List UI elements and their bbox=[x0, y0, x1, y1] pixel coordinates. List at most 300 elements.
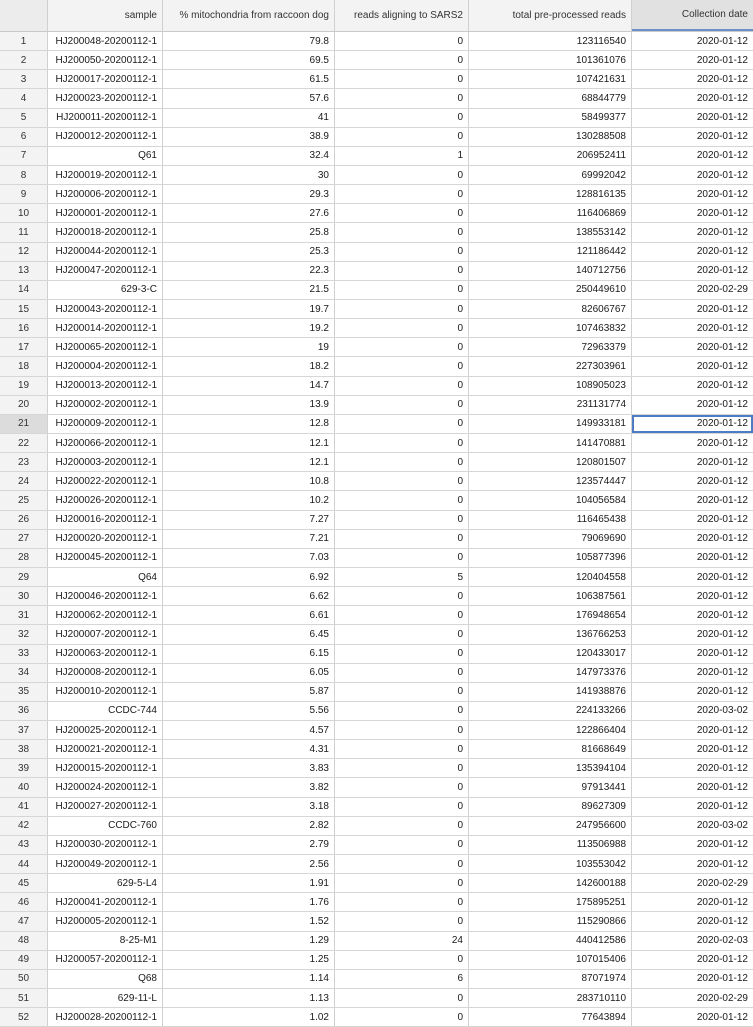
mitochondria-cell[interactable]: 1.76 bbox=[163, 893, 335, 911]
mitochondria-cell[interactable]: 25.8 bbox=[163, 223, 335, 241]
sample-cell[interactable]: HJ200001-20200112-1 bbox=[48, 204, 163, 222]
mitochondria-cell[interactable]: 10.2 bbox=[163, 491, 335, 509]
total-reads-cell[interactable]: 113506988 bbox=[469, 836, 632, 854]
sample-cell[interactable]: 8-25-M1 bbox=[48, 932, 163, 950]
sample-cell[interactable]: HJ200016-20200112-1 bbox=[48, 511, 163, 529]
collection-date-cell[interactable]: 2020-01-12 bbox=[696, 54, 748, 66]
sample-cell[interactable]: HJ200021-20200112-1 bbox=[48, 740, 163, 758]
total-reads-cell[interactable]: 247956600 bbox=[469, 817, 632, 835]
mitochondria-cell[interactable]: 18.2 bbox=[163, 357, 335, 375]
sample-cell[interactable]: HJ200013-20200112-1 bbox=[48, 377, 163, 395]
collection-date-cell[interactable]: 2020-01-12 bbox=[696, 35, 748, 47]
row-number-header[interactable]: 50 bbox=[0, 970, 48, 988]
row-number-header[interactable]: 31 bbox=[0, 606, 48, 624]
row-number-header[interactable]: 10 bbox=[0, 204, 48, 222]
column-header-collection-date[interactable]: Collection date bbox=[632, 0, 753, 31]
mitochondria-cell[interactable]: 27.6 bbox=[163, 204, 335, 222]
row-number-header[interactable]: 28 bbox=[0, 549, 48, 567]
row-number-header[interactable]: 49 bbox=[0, 951, 48, 969]
sars2-reads-cell[interactable]: 0 bbox=[335, 855, 469, 873]
collection-date-cell[interactable]: 2020-01-12 bbox=[696, 341, 748, 353]
total-reads-cell[interactable]: 68844779 bbox=[469, 89, 632, 107]
collection-date-cell[interactable]: 2020-01-12 bbox=[696, 514, 748, 526]
mitochondria-cell[interactable]: 6.15 bbox=[163, 645, 335, 663]
mitochondria-cell[interactable]: 1.25 bbox=[163, 951, 335, 969]
collection-date-cell[interactable]: 2020-01-12 bbox=[696, 552, 748, 564]
collection-date-cell[interactable]: 2020-01-12 bbox=[696, 437, 748, 449]
sample-cell[interactable]: HJ200065-20200112-1 bbox=[48, 338, 163, 356]
total-reads-cell[interactable]: 69992042 bbox=[469, 166, 632, 184]
row-number-header[interactable]: 15 bbox=[0, 300, 48, 318]
mitochondria-cell[interactable]: 1.13 bbox=[163, 989, 335, 1007]
mitochondria-cell[interactable]: 29.3 bbox=[163, 185, 335, 203]
sample-cell[interactable]: HJ200022-20200112-1 bbox=[48, 472, 163, 490]
column-header-total-reads[interactable]: total pre-processed reads bbox=[469, 0, 632, 31]
row-number-header[interactable]: 7 bbox=[0, 147, 48, 165]
row-number-header[interactable]: 23 bbox=[0, 453, 48, 471]
sample-cell[interactable]: HJ200066-20200112-1 bbox=[48, 434, 163, 452]
collection-date-cell[interactable]: 2020-01-12 bbox=[696, 954, 748, 966]
row-number-header[interactable]: 43 bbox=[0, 836, 48, 854]
sample-cell[interactable]: HJ200048-20200112-1 bbox=[48, 32, 163, 50]
collection-date-cell[interactable]: 2020-01-12 bbox=[696, 494, 748, 506]
sars2-reads-cell[interactable]: 0 bbox=[335, 415, 469, 433]
sample-cell[interactable]: HJ200015-20200112-1 bbox=[48, 759, 163, 777]
mitochondria-cell[interactable]: 22.3 bbox=[163, 262, 335, 280]
sars2-reads-cell[interactable]: 0 bbox=[335, 798, 469, 816]
collection-date-cell[interactable]: 2020-01-12 bbox=[696, 782, 748, 794]
mitochondria-cell[interactable]: 4.57 bbox=[163, 721, 335, 739]
row-number-header[interactable]: 32 bbox=[0, 625, 48, 643]
sars2-reads-cell[interactable]: 0 bbox=[335, 491, 469, 509]
sars2-reads-cell[interactable]: 0 bbox=[335, 587, 469, 605]
total-reads-cell[interactable]: 107421631 bbox=[469, 70, 632, 88]
sars2-reads-cell[interactable]: 0 bbox=[335, 625, 469, 643]
row-number-header[interactable]: 41 bbox=[0, 798, 48, 816]
sars2-reads-cell[interactable]: 0 bbox=[335, 530, 469, 548]
sars2-reads-cell[interactable]: 0 bbox=[335, 951, 469, 969]
mitochondria-cell[interactable]: 1.91 bbox=[163, 874, 335, 892]
sars2-reads-cell[interactable]: 0 bbox=[335, 683, 469, 701]
mitochondria-cell[interactable]: 3.82 bbox=[163, 778, 335, 796]
sars2-reads-cell[interactable]: 0 bbox=[335, 874, 469, 892]
total-reads-cell[interactable]: 101361076 bbox=[469, 51, 632, 69]
collection-date-cell[interactable]: 2020-01-12 bbox=[696, 226, 748, 238]
row-number-header[interactable]: 48 bbox=[0, 932, 48, 950]
total-reads-cell[interactable]: 122866404 bbox=[469, 721, 632, 739]
total-reads-cell[interactable]: 120801507 bbox=[469, 453, 632, 471]
row-number-header[interactable]: 33 bbox=[0, 645, 48, 663]
total-reads-cell[interactable]: 103553042 bbox=[469, 855, 632, 873]
mitochondria-cell[interactable]: 2.82 bbox=[163, 817, 335, 835]
sars2-reads-cell[interactable]: 0 bbox=[335, 453, 469, 471]
mitochondria-cell[interactable]: 6.61 bbox=[163, 606, 335, 624]
total-reads-cell[interactable]: 440412586 bbox=[469, 932, 632, 950]
sample-cell[interactable]: HJ200046-20200112-1 bbox=[48, 587, 163, 605]
sars2-reads-cell[interactable]: 0 bbox=[335, 893, 469, 911]
sample-cell[interactable]: HJ200017-20200112-1 bbox=[48, 70, 163, 88]
sample-cell[interactable]: HJ200023-20200112-1 bbox=[48, 89, 163, 107]
sample-cell[interactable]: HJ200063-20200112-1 bbox=[48, 645, 163, 663]
collection-date-cell[interactable]: 2020-01-12 bbox=[696, 303, 748, 315]
sample-cell[interactable]: HJ200030-20200112-1 bbox=[48, 836, 163, 854]
total-reads-cell[interactable]: 105877396 bbox=[469, 549, 632, 567]
sample-cell[interactable]: HJ200012-20200112-1 bbox=[48, 128, 163, 146]
sars2-reads-cell[interactable]: 0 bbox=[335, 204, 469, 222]
mitochondria-cell[interactable]: 3.18 bbox=[163, 798, 335, 816]
collection-date-cell[interactable]: 2020-01-12 bbox=[696, 475, 748, 487]
collection-date-cell[interactable]: 2020-01-12 bbox=[696, 399, 748, 411]
total-reads-cell[interactable]: 107463832 bbox=[469, 319, 632, 337]
sample-cell[interactable]: HJ200024-20200112-1 bbox=[48, 778, 163, 796]
sample-cell[interactable]: HJ200047-20200112-1 bbox=[48, 262, 163, 280]
sars2-reads-cell[interactable]: 0 bbox=[335, 262, 469, 280]
sars2-reads-cell[interactable]: 0 bbox=[335, 549, 469, 567]
mitochondria-cell[interactable]: 5.56 bbox=[163, 702, 335, 720]
sars2-reads-cell[interactable]: 5 bbox=[335, 568, 469, 586]
collection-date-cell[interactable]: 2020-01-12 bbox=[696, 648, 748, 660]
total-reads-cell[interactable]: 123116540 bbox=[469, 32, 632, 50]
mitochondria-cell[interactable]: 6.05 bbox=[163, 664, 335, 682]
sars2-reads-cell[interactable]: 0 bbox=[335, 89, 469, 107]
sars2-reads-cell[interactable]: 0 bbox=[335, 472, 469, 490]
row-number-header[interactable]: 37 bbox=[0, 721, 48, 739]
mitochondria-cell[interactable]: 79.8 bbox=[163, 32, 335, 50]
sample-cell[interactable]: HJ200057-20200112-1 bbox=[48, 951, 163, 969]
row-number-header[interactable]: 14 bbox=[0, 281, 48, 299]
collection-date-cell[interactable]: 2020-01-12 bbox=[696, 360, 748, 372]
mitochondria-cell[interactable]: 21.5 bbox=[163, 281, 335, 299]
sample-cell[interactable]: HJ200007-20200112-1 bbox=[48, 625, 163, 643]
collection-date-cell[interactable]: 2020-01-12 bbox=[696, 131, 748, 143]
sars2-reads-cell[interactable]: 0 bbox=[335, 740, 469, 758]
row-number-header[interactable]: 52 bbox=[0, 1008, 48, 1026]
mitochondria-cell[interactable]: 19 bbox=[163, 338, 335, 356]
row-number-header[interactable]: 35 bbox=[0, 683, 48, 701]
sample-cell[interactable]: HJ200049-20200112-1 bbox=[48, 855, 163, 873]
mitochondria-cell[interactable]: 7.03 bbox=[163, 549, 335, 567]
total-reads-cell[interactable]: 89627309 bbox=[469, 798, 632, 816]
sars2-reads-cell[interactable]: 0 bbox=[335, 70, 469, 88]
mitochondria-cell[interactable]: 1.29 bbox=[163, 932, 335, 950]
collection-date-cell[interactable]: 2020-01-12 bbox=[696, 973, 748, 985]
mitochondria-cell[interactable]: 6.45 bbox=[163, 625, 335, 643]
row-number-header[interactable]: 20 bbox=[0, 396, 48, 414]
row-number-header[interactable]: 36 bbox=[0, 702, 48, 720]
sars2-reads-cell[interactable]: 0 bbox=[335, 223, 469, 241]
mitochondria-cell[interactable]: 1.52 bbox=[163, 912, 335, 930]
mitochondria-cell[interactable]: 61.5 bbox=[163, 70, 335, 88]
mitochondria-cell[interactable]: 3.83 bbox=[163, 759, 335, 777]
collection-date-cell[interactable]: 2020-01-12 bbox=[696, 667, 748, 679]
sample-cell[interactable]: HJ200019-20200112-1 bbox=[48, 166, 163, 184]
mitochondria-cell[interactable]: 69.5 bbox=[163, 51, 335, 69]
sars2-reads-cell[interactable]: 0 bbox=[335, 664, 469, 682]
sars2-reads-cell[interactable]: 24 bbox=[335, 932, 469, 950]
row-number-header[interactable]: 47 bbox=[0, 912, 48, 930]
total-reads-cell[interactable]: 106387561 bbox=[469, 587, 632, 605]
collection-date-cell[interactable]: 2020-01-12 bbox=[696, 628, 748, 640]
sample-cell[interactable]: HJ200011-20200112-1 bbox=[48, 109, 163, 127]
mitochondria-cell[interactable]: 13.9 bbox=[163, 396, 335, 414]
row-number-header[interactable]: 3 bbox=[0, 70, 48, 88]
total-reads-cell[interactable]: 231131774 bbox=[469, 396, 632, 414]
mitochondria-cell[interactable]: 7.27 bbox=[163, 511, 335, 529]
total-reads-cell[interactable]: 138553142 bbox=[469, 223, 632, 241]
sample-cell[interactable]: HJ200041-20200112-1 bbox=[48, 893, 163, 911]
mitochondria-cell[interactable]: 1.02 bbox=[163, 1008, 335, 1026]
sample-cell[interactable]: HJ200004-20200112-1 bbox=[48, 357, 163, 375]
sample-cell[interactable]: HJ200020-20200112-1 bbox=[48, 530, 163, 548]
row-number-header[interactable]: 38 bbox=[0, 740, 48, 758]
collection-date-cell[interactable]: 2020-01-12 bbox=[696, 686, 748, 698]
row-number-header[interactable]: 22 bbox=[0, 434, 48, 452]
total-reads-cell[interactable]: 104056584 bbox=[469, 491, 632, 509]
total-reads-cell[interactable]: 283710110 bbox=[469, 989, 632, 1007]
sars2-reads-cell[interactable]: 0 bbox=[335, 128, 469, 146]
collection-date-cell[interactable]: 2020-03-02 bbox=[696, 820, 748, 832]
sars2-reads-cell[interactable]: 0 bbox=[335, 759, 469, 777]
total-reads-cell[interactable]: 130288508 bbox=[469, 128, 632, 146]
row-number-header[interactable]: 4 bbox=[0, 89, 48, 107]
sample-cell[interactable]: HJ200045-20200112-1 bbox=[48, 549, 163, 567]
sample-cell[interactable]: HJ200050-20200112-1 bbox=[48, 51, 163, 69]
sample-cell[interactable]: HJ200002-20200112-1 bbox=[48, 396, 163, 414]
row-number-header[interactable]: 39 bbox=[0, 759, 48, 777]
sample-cell[interactable]: CCDC-744 bbox=[48, 702, 163, 720]
total-reads-cell[interactable]: 147973376 bbox=[469, 664, 632, 682]
collection-date-cell[interactable]: 2020-02-29 bbox=[696, 877, 748, 889]
total-reads-cell[interactable]: 135394104 bbox=[469, 759, 632, 777]
collection-date-cell[interactable]: 2020-01-12 bbox=[696, 92, 748, 104]
total-reads-cell[interactable]: 115290866 bbox=[469, 912, 632, 930]
collection-date-cell[interactable]: 2020-01-12 bbox=[696, 571, 748, 583]
sars2-reads-cell[interactable]: 0 bbox=[335, 300, 469, 318]
sars2-reads-cell[interactable]: 0 bbox=[335, 645, 469, 663]
row-number-header[interactable]: 30 bbox=[0, 587, 48, 605]
collection-date-cell[interactable]: 2020-01-12 bbox=[696, 801, 748, 813]
total-reads-cell[interactable]: 82606767 bbox=[469, 300, 632, 318]
mitochondria-cell[interactable]: 2.56 bbox=[163, 855, 335, 873]
row-number-header[interactable]: 17 bbox=[0, 338, 48, 356]
row-number-header[interactable]: 24 bbox=[0, 472, 48, 490]
row-number-header[interactable]: 46 bbox=[0, 893, 48, 911]
row-number-header[interactable]: 13 bbox=[0, 262, 48, 280]
sars2-reads-cell[interactable]: 0 bbox=[335, 912, 469, 930]
mitochondria-cell[interactable]: 19.2 bbox=[163, 319, 335, 337]
row-number-header[interactable]: 45 bbox=[0, 874, 48, 892]
row-number-header[interactable]: 9 bbox=[0, 185, 48, 203]
mitochondria-cell[interactable]: 2.79 bbox=[163, 836, 335, 854]
column-header-mitochondria[interactable]: % mitochondria from raccoon dog bbox=[163, 0, 335, 31]
row-number-header[interactable]: 16 bbox=[0, 319, 48, 337]
collection-date-cell[interactable]: 2020-01-12 bbox=[696, 112, 748, 124]
mitochondria-cell[interactable]: 6.92 bbox=[163, 568, 335, 586]
total-reads-cell[interactable]: 81668649 bbox=[469, 740, 632, 758]
total-reads-cell[interactable]: 116406869 bbox=[469, 204, 632, 222]
sars2-reads-cell[interactable]: 0 bbox=[335, 243, 469, 261]
mitochondria-cell[interactable]: 5.87 bbox=[163, 683, 335, 701]
total-reads-cell[interactable]: 224133266 bbox=[469, 702, 632, 720]
row-number-header[interactable]: 8 bbox=[0, 166, 48, 184]
row-number-header[interactable]: 26 bbox=[0, 511, 48, 529]
sars2-reads-cell[interactable]: 0 bbox=[335, 1008, 469, 1026]
mitochondria-cell[interactable]: 25.3 bbox=[163, 243, 335, 261]
sample-cell[interactable]: HJ200027-20200112-1 bbox=[48, 798, 163, 816]
sars2-reads-cell[interactable]: 0 bbox=[335, 377, 469, 395]
total-reads-cell[interactable]: 250449610 bbox=[469, 281, 632, 299]
collection-date-cell[interactable]: 2020-01-12 bbox=[696, 188, 748, 200]
collection-date-cell[interactable]: 2020-02-03 bbox=[696, 935, 748, 947]
collection-date-cell[interactable]: 2020-01-12 bbox=[696, 150, 748, 162]
collection-date-cell[interactable]: 2020-01-12 bbox=[696, 207, 748, 219]
total-reads-cell[interactable]: 141470881 bbox=[469, 434, 632, 452]
total-reads-cell[interactable]: 120404558 bbox=[469, 568, 632, 586]
sars2-reads-cell[interactable]: 0 bbox=[335, 606, 469, 624]
row-number-header[interactable]: 40 bbox=[0, 778, 48, 796]
collection-date-cell[interactable]: 2020-01-12 bbox=[696, 246, 748, 258]
sample-cell[interactable]: HJ200044-20200112-1 bbox=[48, 243, 163, 261]
row-number-header[interactable]: 42 bbox=[0, 817, 48, 835]
sample-cell[interactable]: HJ200014-20200112-1 bbox=[48, 319, 163, 337]
sample-cell[interactable]: HJ200025-20200112-1 bbox=[48, 721, 163, 739]
collection-date-cell[interactable]: 2020-02-29 bbox=[696, 284, 748, 296]
sample-cell[interactable]: HJ200018-20200112-1 bbox=[48, 223, 163, 241]
mitochondria-cell[interactable]: 38.9 bbox=[163, 128, 335, 146]
total-reads-cell[interactable]: 128816135 bbox=[469, 185, 632, 203]
mitochondria-cell[interactable]: 1.14 bbox=[163, 970, 335, 988]
mitochondria-cell[interactable]: 12.8 bbox=[163, 415, 335, 433]
sars2-reads-cell[interactable]: 0 bbox=[335, 817, 469, 835]
collection-date-cell[interactable]: 2020-01-12 bbox=[696, 456, 748, 468]
sample-cell[interactable]: 629-5-L4 bbox=[48, 874, 163, 892]
collection-date-cell[interactable]: 2020-01-12 bbox=[696, 916, 748, 928]
collection-date-cell[interactable]: 2020-01-12 bbox=[696, 1011, 748, 1023]
mitochondria-cell[interactable]: 30 bbox=[163, 166, 335, 184]
row-number-header[interactable]: 21 bbox=[0, 415, 48, 433]
sars2-reads-cell[interactable]: 0 bbox=[335, 51, 469, 69]
collection-date-cell[interactable]: 2020-01-12 bbox=[632, 415, 753, 433]
sars2-reads-cell[interactable]: 0 bbox=[335, 836, 469, 854]
sample-cell[interactable]: 629-11-L bbox=[48, 989, 163, 1007]
total-reads-cell[interactable]: 123574447 bbox=[469, 472, 632, 490]
collection-date-cell[interactable]: 2020-01-12 bbox=[696, 322, 748, 334]
row-number-header[interactable]: 29 bbox=[0, 568, 48, 586]
total-reads-cell[interactable]: 136766253 bbox=[469, 625, 632, 643]
total-reads-cell[interactable]: 176948654 bbox=[469, 606, 632, 624]
row-number-header[interactable]: 34 bbox=[0, 664, 48, 682]
collection-date-cell[interactable]: 2020-01-12 bbox=[696, 743, 748, 755]
sample-cell[interactable]: Q68 bbox=[48, 970, 163, 988]
mitochondria-cell[interactable]: 41 bbox=[163, 109, 335, 127]
sample-cell[interactable]: HJ200010-20200112-1 bbox=[48, 683, 163, 701]
total-reads-cell[interactable]: 87071974 bbox=[469, 970, 632, 988]
sars2-reads-cell[interactable]: 0 bbox=[335, 511, 469, 529]
collection-date-cell[interactable]: 2020-03-02 bbox=[696, 705, 748, 717]
total-reads-cell[interactable]: 120433017 bbox=[469, 645, 632, 663]
sample-cell[interactable]: Q64 bbox=[48, 568, 163, 586]
total-reads-cell[interactable]: 107015406 bbox=[469, 951, 632, 969]
sample-cell[interactable]: HJ200026-20200112-1 bbox=[48, 491, 163, 509]
total-reads-cell[interactable]: 175895251 bbox=[469, 893, 632, 911]
row-number-header[interactable]: 19 bbox=[0, 377, 48, 395]
collection-date-cell[interactable]: 2020-01-12 bbox=[696, 609, 748, 621]
sample-cell[interactable]: 629-3-C bbox=[48, 281, 163, 299]
total-reads-cell[interactable]: 72963379 bbox=[469, 338, 632, 356]
mitochondria-cell[interactable]: 32.4 bbox=[163, 147, 335, 165]
row-number-header[interactable]: 6 bbox=[0, 128, 48, 146]
sample-cell[interactable]: HJ200043-20200112-1 bbox=[48, 300, 163, 318]
total-reads-cell[interactable]: 149933181 bbox=[469, 415, 632, 433]
row-number-header[interactable]: 27 bbox=[0, 530, 48, 548]
row-number-header[interactable]: 5 bbox=[0, 109, 48, 127]
row-number-header[interactable]: 18 bbox=[0, 357, 48, 375]
total-reads-cell[interactable]: 108905023 bbox=[469, 377, 632, 395]
row-number-header[interactable]: 12 bbox=[0, 243, 48, 261]
sample-cell[interactable]: HJ200062-20200112-1 bbox=[48, 606, 163, 624]
mitochondria-cell[interactable]: 14.7 bbox=[163, 377, 335, 395]
sample-cell[interactable]: HJ200028-20200112-1 bbox=[48, 1008, 163, 1026]
total-reads-cell[interactable]: 58499377 bbox=[469, 109, 632, 127]
row-number-header[interactable]: 44 bbox=[0, 855, 48, 873]
row-number-header[interactable]: 2 bbox=[0, 51, 48, 69]
row-number-header[interactable]: 51 bbox=[0, 989, 48, 1007]
collection-date-cell[interactable]: 2020-01-12 bbox=[696, 533, 748, 545]
sample-cell[interactable]: HJ200008-20200112-1 bbox=[48, 664, 163, 682]
collection-date-cell[interactable]: 2020-02-29 bbox=[696, 992, 748, 1004]
sars2-reads-cell[interactable]: 0 bbox=[335, 185, 469, 203]
sars2-reads-cell[interactable]: 0 bbox=[335, 338, 469, 356]
sample-cell[interactable]: HJ200006-20200112-1 bbox=[48, 185, 163, 203]
total-reads-cell[interactable]: 227303961 bbox=[469, 357, 632, 375]
sample-cell[interactable]: CCDC-760 bbox=[48, 817, 163, 835]
sars2-reads-cell[interactable]: 0 bbox=[335, 319, 469, 337]
row-number-header[interactable]: 11 bbox=[0, 223, 48, 241]
collection-date-cell[interactable]: 2020-01-12 bbox=[696, 896, 748, 908]
mitochondria-cell[interactable]: 10.8 bbox=[163, 472, 335, 490]
sars2-reads-cell[interactable]: 0 bbox=[335, 32, 469, 50]
sars2-reads-cell[interactable]: 0 bbox=[335, 166, 469, 184]
total-reads-cell[interactable]: 77643894 bbox=[469, 1008, 632, 1026]
total-reads-cell[interactable]: 206952411 bbox=[469, 147, 632, 165]
sars2-reads-cell[interactable]: 0 bbox=[335, 357, 469, 375]
row-number-header[interactable]: 25 bbox=[0, 491, 48, 509]
sars2-reads-cell[interactable]: 0 bbox=[335, 281, 469, 299]
sample-cell[interactable]: HJ200003-20200112-1 bbox=[48, 453, 163, 471]
collection-date-cell[interactable]: 2020-01-12 bbox=[696, 762, 748, 774]
sars2-reads-cell[interactable]: 1 bbox=[335, 147, 469, 165]
collection-date-cell[interactable]: 2020-01-12 bbox=[696, 839, 748, 851]
select-all-corner[interactable] bbox=[0, 0, 48, 31]
total-reads-cell[interactable]: 141938876 bbox=[469, 683, 632, 701]
sars2-reads-cell[interactable]: 0 bbox=[335, 778, 469, 796]
sars2-reads-cell[interactable]: 0 bbox=[335, 109, 469, 127]
sample-cell[interactable]: HJ200009-20200112-1 bbox=[48, 415, 163, 433]
column-header-sample[interactable]: sample bbox=[48, 0, 163, 31]
mitochondria-cell[interactable]: 7.21 bbox=[163, 530, 335, 548]
total-reads-cell[interactable]: 140712756 bbox=[469, 262, 632, 280]
total-reads-cell[interactable]: 142600188 bbox=[469, 874, 632, 892]
mitochondria-cell[interactable]: 57.6 bbox=[163, 89, 335, 107]
collection-date-cell[interactable]: 2020-01-12 bbox=[696, 380, 748, 392]
total-reads-cell[interactable]: 121186442 bbox=[469, 243, 632, 261]
collection-date-cell[interactable]: 2020-01-12 bbox=[696, 73, 748, 85]
mitochondria-cell[interactable]: 4.31 bbox=[163, 740, 335, 758]
collection-date-cell[interactable]: 2020-01-12 bbox=[696, 169, 748, 181]
column-header-sars2-reads[interactable]: reads aligning to SARS2 bbox=[335, 0, 469, 31]
sars2-reads-cell[interactable]: 0 bbox=[335, 396, 469, 414]
sample-cell[interactable]: Q61 bbox=[48, 147, 163, 165]
